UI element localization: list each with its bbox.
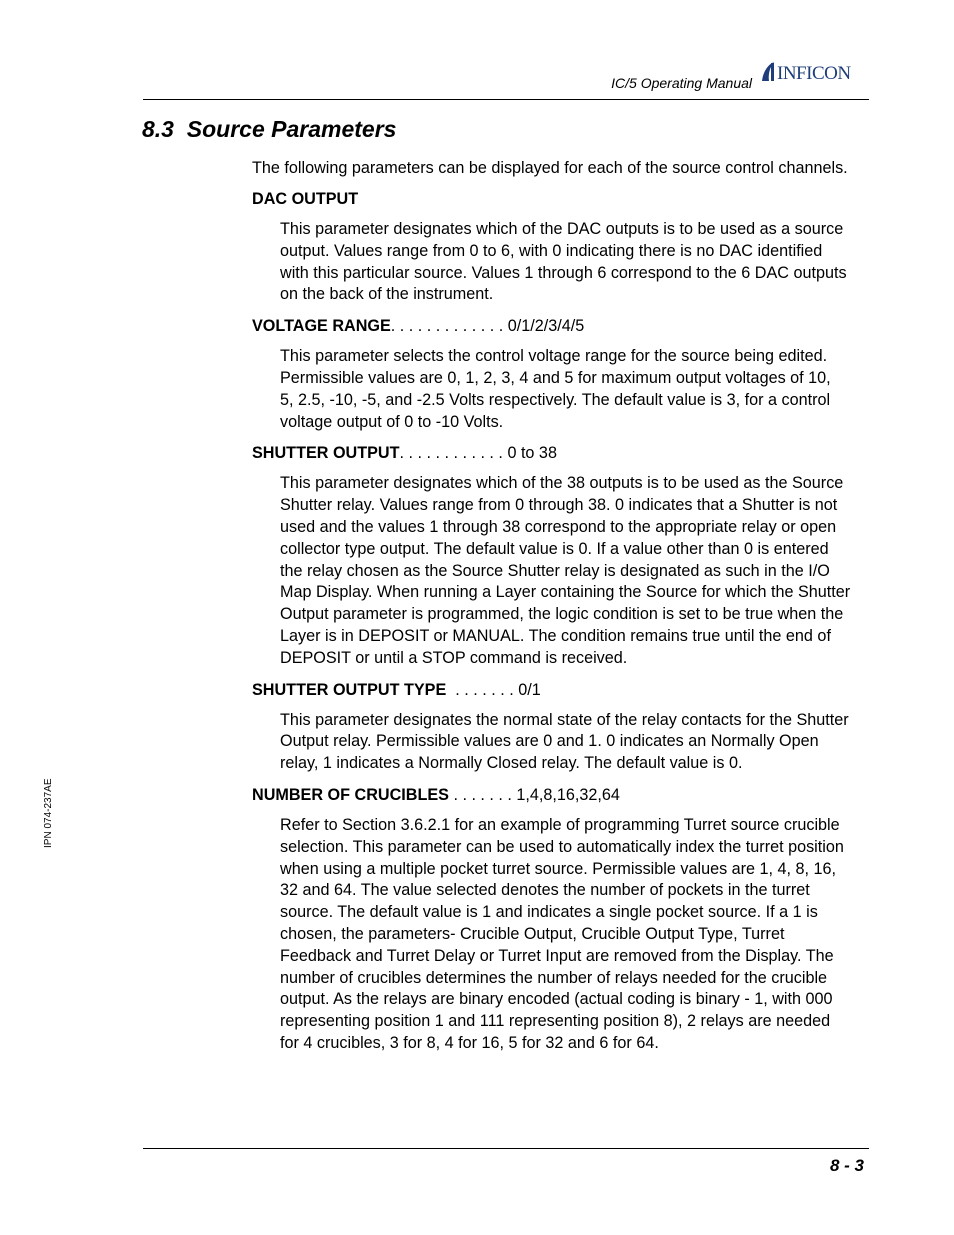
parameter-name: VOLTAGE RANGE: [252, 317, 391, 336]
parameter-leader-dots: . . . . . . .: [446, 680, 519, 699]
parameter-leader-dots: . . . . . . .: [448, 785, 517, 804]
inficon-logo: [760, 58, 872, 84]
description-line: This parameter selects the control voltage range for the source being edited.: [280, 347, 828, 366]
description-line: chosen, the parameters- Crucible Output, Crucible Output Type, Turret: [280, 924, 785, 943]
section-body: [252, 157, 872, 1064]
description-line: Shutter relay. Values range from 0 through 38. 0 indicates that a Shutter is not: [280, 496, 838, 515]
description-line: Map Display. When running a Layer containing the Source for which the Shutter: [280, 583, 851, 602]
description-line: collector type output. The default value is 0. If a value other than 0 is entered: [280, 539, 829, 558]
description-line: selection. This parameter can be used to automatically index the turret position: [280, 837, 844, 856]
description-line: source. The default value is 1 and indicates a single pocket source. If a 1 is: [280, 903, 818, 922]
page-number: 8 - 3: [829, 1156, 864, 1175]
description-line: output. Values range from 0 to 6, with 0 indicating there is no DAC identified: [280, 241, 823, 260]
section-number: 8.3: [142, 116, 174, 142]
description-line: This parameter designates which of the 38 outputs is to be used as the Source: [280, 474, 844, 493]
parameter-list: [252, 188, 872, 1055]
description-line: DEPOSIT or until a STOP command is received.: [280, 648, 628, 667]
parameter-name: SHUTTER OUTPUT: [252, 444, 400, 463]
description-line: relay, 1 indicates a Normally Closed relay. The default value is 0.: [280, 754, 743, 773]
description-line: Refer to Section 3.6.2.1 for an example of programming Turret source crucible: [280, 815, 840, 834]
description-line: Permissible values are 0, 1, 2, 3, 4 and 5 for maximum output voltages of 10,: [280, 368, 831, 387]
parameter-title: [252, 315, 872, 337]
description-line: used and the values 1 through 38 correspond to the appropriate relay or open: [280, 517, 837, 536]
parameter-description: [280, 710, 872, 775]
parameter-leader-dots: . . . . . . . . . . . .: [399, 444, 508, 463]
parameter-values: 0 to 38: [507, 444, 557, 463]
description-line: with this particular source. Values 1 through 6 correspond to the 6 DAC outputs: [280, 263, 847, 282]
description-line: on the back of the instrument.: [280, 285, 494, 304]
logo-text: INFICON: [777, 63, 851, 84]
description-line: the relay chosen as the Source Shutter relay is designated as such in the I/O: [280, 561, 830, 580]
parameter-title: [252, 442, 872, 464]
description-line: Output parameter is programmed, the logic condition is set to be true when the: [280, 605, 844, 624]
parameter-description: [280, 815, 872, 1055]
header-rule: [143, 99, 869, 100]
section-heading: [142, 116, 396, 143]
description-line: output. As the relays are binary encoded (actual coding is binary - 1, with 000: [280, 990, 833, 1009]
description-line: for 4 crucibles, 3 for 8, 4 for 16, 5 for 32 and 6 for 64.: [280, 1033, 659, 1052]
parameter-title: [252, 679, 872, 701]
parameter-leader-dots: . . . . . . . . . . . . .: [390, 317, 508, 336]
manual-title: IC/5 Operating Manual: [611, 75, 752, 91]
description-line: when using a multiple pocket turret source. Permissible values are 1, 4, 8, 16,: [280, 859, 837, 878]
parameter-values: 1,4,8,16,32,64: [516, 785, 620, 804]
parameter-name: DAC OUTPUT: [252, 190, 359, 208]
parameter-title: [252, 784, 872, 806]
parameter-name: SHUTTER OUTPUT TYPE: [252, 680, 447, 699]
footer-rule: [143, 1148, 869, 1149]
description-line: representing position 1 and 111 representing position 8), 2 relays are needed: [280, 1012, 831, 1031]
parameter-description: [280, 346, 872, 433]
description-line: Output relay. Permissible values are 0 and 1. 0 indicates an Normally Open: [280, 732, 819, 751]
parameter-values: 0/1/2/3/4/5: [507, 317, 585, 336]
description-line: voltage output of 0 to -10 Volts.: [280, 412, 504, 431]
parameter-values: 0/1: [518, 680, 541, 699]
parameter-description: [280, 219, 872, 306]
parameter-description: [280, 473, 872, 669]
description-line: Feedback and Turret Delay or Turret Input are removed from the Display. The: [280, 946, 834, 965]
description-line: This parameter designates the normal state of the relay contacts for the Shutter: [280, 710, 849, 729]
description-line: 5, 2.5, -10, -5, and -2.5 Volts respectively. The default value is 3, for a control: [280, 390, 831, 409]
description-line: 32 and 64. The value selected denotes the number of pockets in the turret: [280, 881, 810, 900]
parameter-title: [252, 188, 872, 210]
description-line: Layer is in DEPOSIT or MANUAL. The condition remains true until the end of: [280, 626, 831, 645]
description-line: This parameter designates which of the DAC outputs is to be used as a source: [280, 220, 844, 238]
document-part-number: IPN 074-237AE: [43, 778, 54, 848]
description-line: number of crucibles determines the number of relays needed for the crucible: [280, 968, 828, 987]
inficon-logo-icon: [760, 58, 872, 84]
section-intro: The following parameters can be displayed for each of the source control channels.: [252, 159, 848, 177]
section-title: Source Parameters: [186, 116, 397, 142]
parameter-name: NUMBER OF CRUCIBLES: [252, 785, 449, 804]
